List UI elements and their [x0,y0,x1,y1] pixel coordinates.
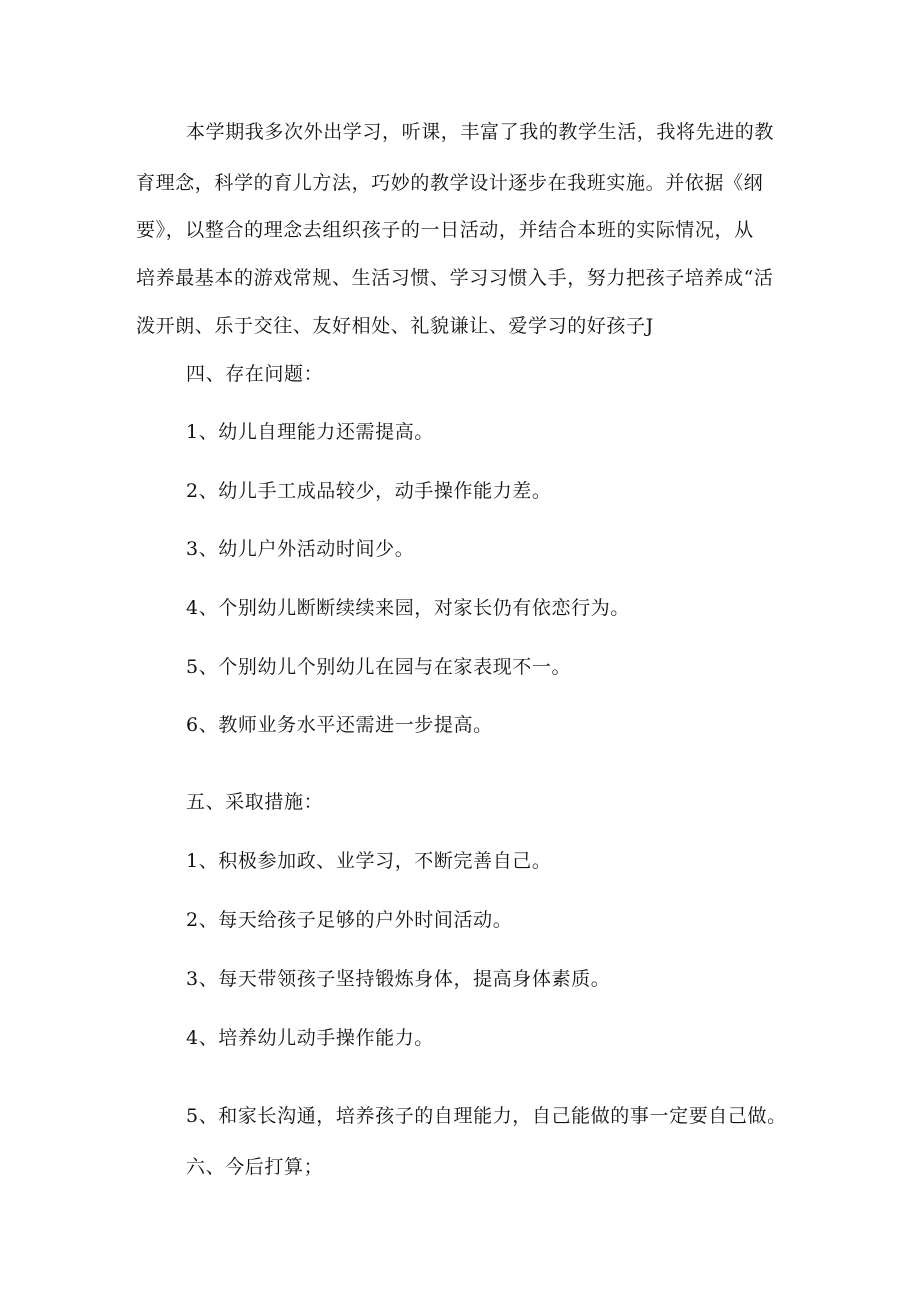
section-4-item-5: 5、个别幼儿个别幼儿在园与在家表现不一。 [186,656,572,678]
intro-line-2: 育理念，科学的育儿方法，巧妙的教学设计逐步在我班实施。并依据《纲 [136,172,764,194]
section-4-item-2: 2、幼儿手工成品较少，动手操作能力差。 [186,480,552,502]
section-4-heading: 四、存在问题： [186,363,324,385]
intro-line-4: 培养最基本的游戏常规、生活习惯、学习习惯入手，努力把孩子培养成“活 [136,267,774,289]
section-5-item-4: 4、培养幼儿动手操作能力。 [186,1027,434,1049]
intro-line-1: 本学期我多次外出学习，听课，丰富了我的教学生活，我将先进的教 [186,121,775,143]
section-5-heading: 五、采取措施： [186,791,324,813]
section-5-item-5: 5、和家长沟通，培养孩子的自理能力，自己能做的事一定要自己做。 [186,1105,787,1127]
section-5-item-1: 1、积极参加政、业学习，不断完善自己。 [186,850,552,872]
section-4-item-1: 1、幼儿自理能力还需提高。 [186,421,434,443]
section-4-item-3: 3、幼儿户外活动时间少。 [186,538,415,560]
section-5-item-3: 3、每天带领孩子坚持锻炼身体，提高身体素质。 [186,968,611,990]
section-4-item-6: 6、教师业务水平还需进一步提高。 [186,714,493,736]
section-5-item-2: 2、每天给孩子足够的户外时间活动。 [186,909,513,931]
intro-line-5: 泼开朗、乐于交往、友好相处、礼貌谦让、爱学习的好孩子J [136,315,654,337]
section-6-heading: 六、今后打算； [186,1156,324,1178]
intro-line-3: 要》，以整合的理念去组织孩子的一日活动，并结合本班的实际情况，从 [136,219,754,241]
section-4-item-4: 4、个别幼儿断断续续来园，对家长仍有依恋行为。 [186,597,630,619]
